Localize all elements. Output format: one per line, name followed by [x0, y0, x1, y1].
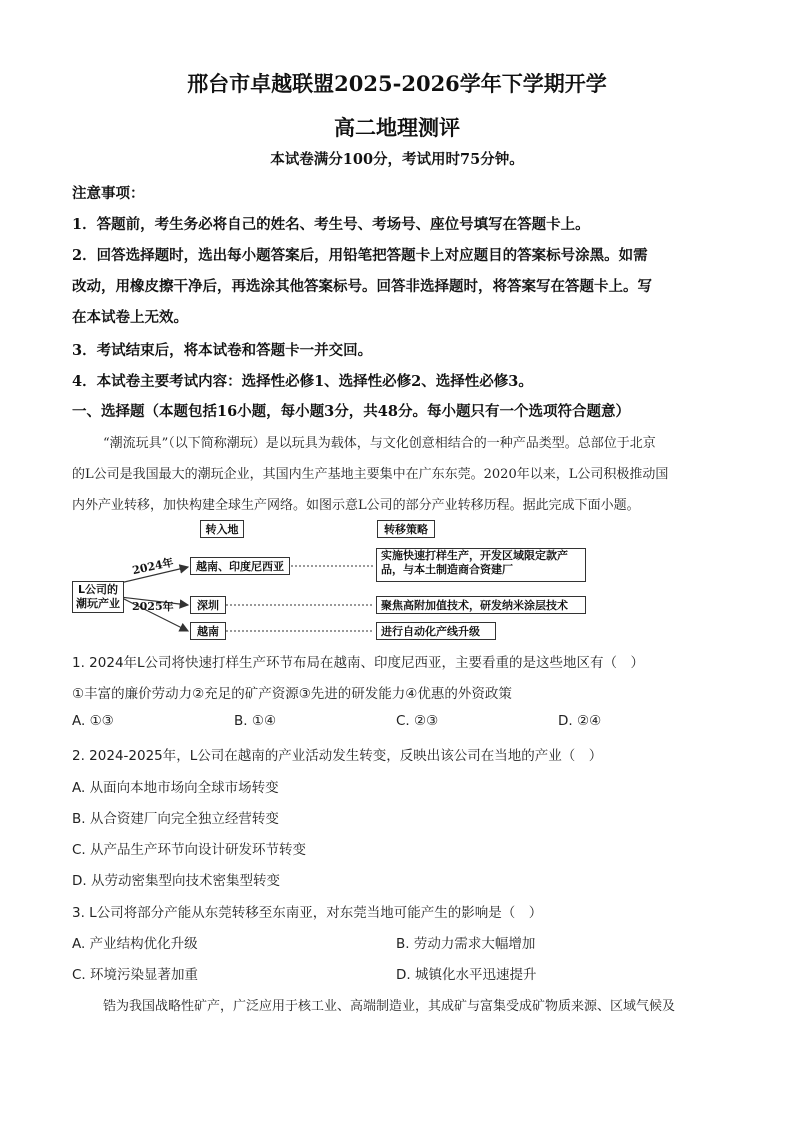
- q1-items: ①丰富的廉价劳动力②充足的矿产资源③先进的研发能力④优惠的外资政策: [72, 686, 512, 702]
- header-destination: 转入地: [200, 520, 244, 538]
- passage1-line1: “潮流玩具”（以下简称潮玩）是以玩具为载体，与文化创意相结合的一种产品类型。总部位于北京: [103, 436, 656, 451]
- strategy-1-line2: 品，与本土制造商合资建厂: [381, 563, 513, 576]
- q3-stem: 3. L公司将部分产能从东莞转移至东南亚，对东莞当地可能产生的影响是（ ）: [72, 905, 543, 921]
- q2-option-b: B. 从合资建厂向完全独立经营转变: [72, 811, 279, 827]
- exam-title-line2: 高二地理测评: [334, 115, 460, 140]
- strategy-3: 进行自动化产线升级: [376, 622, 496, 640]
- q2-option-c: C. 从产品生产环节向设计研发环节转变: [72, 842, 307, 858]
- notes-heading: 注意事项：: [72, 185, 145, 202]
- note-3: 3．考试结束后，将本试卷和答题卡一并交回。: [72, 342, 373, 359]
- source-label-line2: 潮玩产业: [76, 597, 120, 610]
- q3-option-a: A. 产业结构优化升级: [72, 936, 198, 952]
- header-strategy: 转移策略: [377, 520, 435, 538]
- exam-score-info: 本试卷满分100分，考试用时75分钟。: [270, 151, 524, 168]
- strategy-1-line1: 实施快速打样生产，开发区域限定款产: [381, 549, 568, 562]
- q1-option-c: C. ②③: [396, 713, 439, 729]
- q3-option-c: C. 环境污染显著加重: [72, 967, 199, 983]
- industry-transfer-diagram: [60, 515, 600, 645]
- exam-title-line1: 邢台市卓越联盟2025-2026学年下学期开学: [187, 71, 607, 96]
- note-2-line1: 2．回答选择题时，选出每小题答案后，用铅笔把答题卡上对应题目的答案标号涂黑。如需: [72, 247, 648, 264]
- source-label-line1: L公司的: [77, 583, 118, 596]
- section-heading: 一、选择题（本题包括16小题，每小题3分，共48分。每小题只有一个选项符合题意）: [72, 403, 630, 420]
- strategy-1: [376, 548, 586, 582]
- q2-stem: 2. 2024-2025年，L公司在越南的产业活动发生转变，反映出该公司在当地的产业（ ）: [72, 748, 603, 764]
- q1-stem: 1. 2024年L公司将快速打样生产环节布局在越南、印度尼西亚，主要看重的是这些地区有（ ）: [72, 655, 645, 671]
- note-2-line2: 改动，用橡皮擦干净后，再选涂其他答案标号。回答非选择题时，将答案写在答题卡上。写: [72, 278, 652, 295]
- passage1-line3: 内外产业转移，加快构建全球生产网络。如图示意L公司的部分产业转移历程。据此完成下面小题。: [72, 498, 640, 513]
- note-1: 1．答题前，考生务必将自己的姓名、考生号、考场号、座位号填写在答题卡上。: [72, 216, 590, 233]
- strategy-2: 聚焦高附加值技术，研发纳米涂层技术: [376, 596, 586, 614]
- dest-vietnam: 越南: [190, 622, 226, 640]
- note-4: 4．本试卷主要考试内容：选择性必修1、选择性必修2、选择性必修3。: [72, 373, 533, 390]
- note-2-line3: 在本试卷上无效。: [72, 309, 188, 326]
- q3-option-d: D. 城镇化水平迅速提升: [396, 967, 537, 983]
- dest-shenzhen: 深圳: [190, 596, 226, 614]
- q2-option-a: A. 从面向本地市场向全球市场转变: [72, 780, 279, 796]
- year-2024-label: 2024年: [131, 555, 175, 578]
- dest-vietnam-indonesia: 越南、印度尼西亚: [190, 557, 290, 575]
- q2-option-d: D. 从劳动密集型向技术密集型转变: [72, 873, 280, 889]
- q1-option-d: D. ②④: [558, 713, 602, 729]
- source-box: [72, 581, 124, 613]
- q3-option-b: B. 劳动力需求大幅增加: [396, 936, 536, 952]
- q1-option-b: B. ①④: [234, 713, 277, 729]
- q1-option-a: A. ①③: [72, 713, 114, 729]
- passage1-line2: 的L公司是我国最大的潮玩企业，其国内生产基地主要集中在广东东莞。2020年以来，L公司积极推动国: [72, 467, 669, 482]
- year-2025-label: 2025年: [132, 600, 174, 613]
- passage2-line1: 锆为我国战略性矿产，广泛应用于核工业、高端制造业，其成矿与富集受成矿物质来源、区域气候及: [103, 999, 676, 1014]
